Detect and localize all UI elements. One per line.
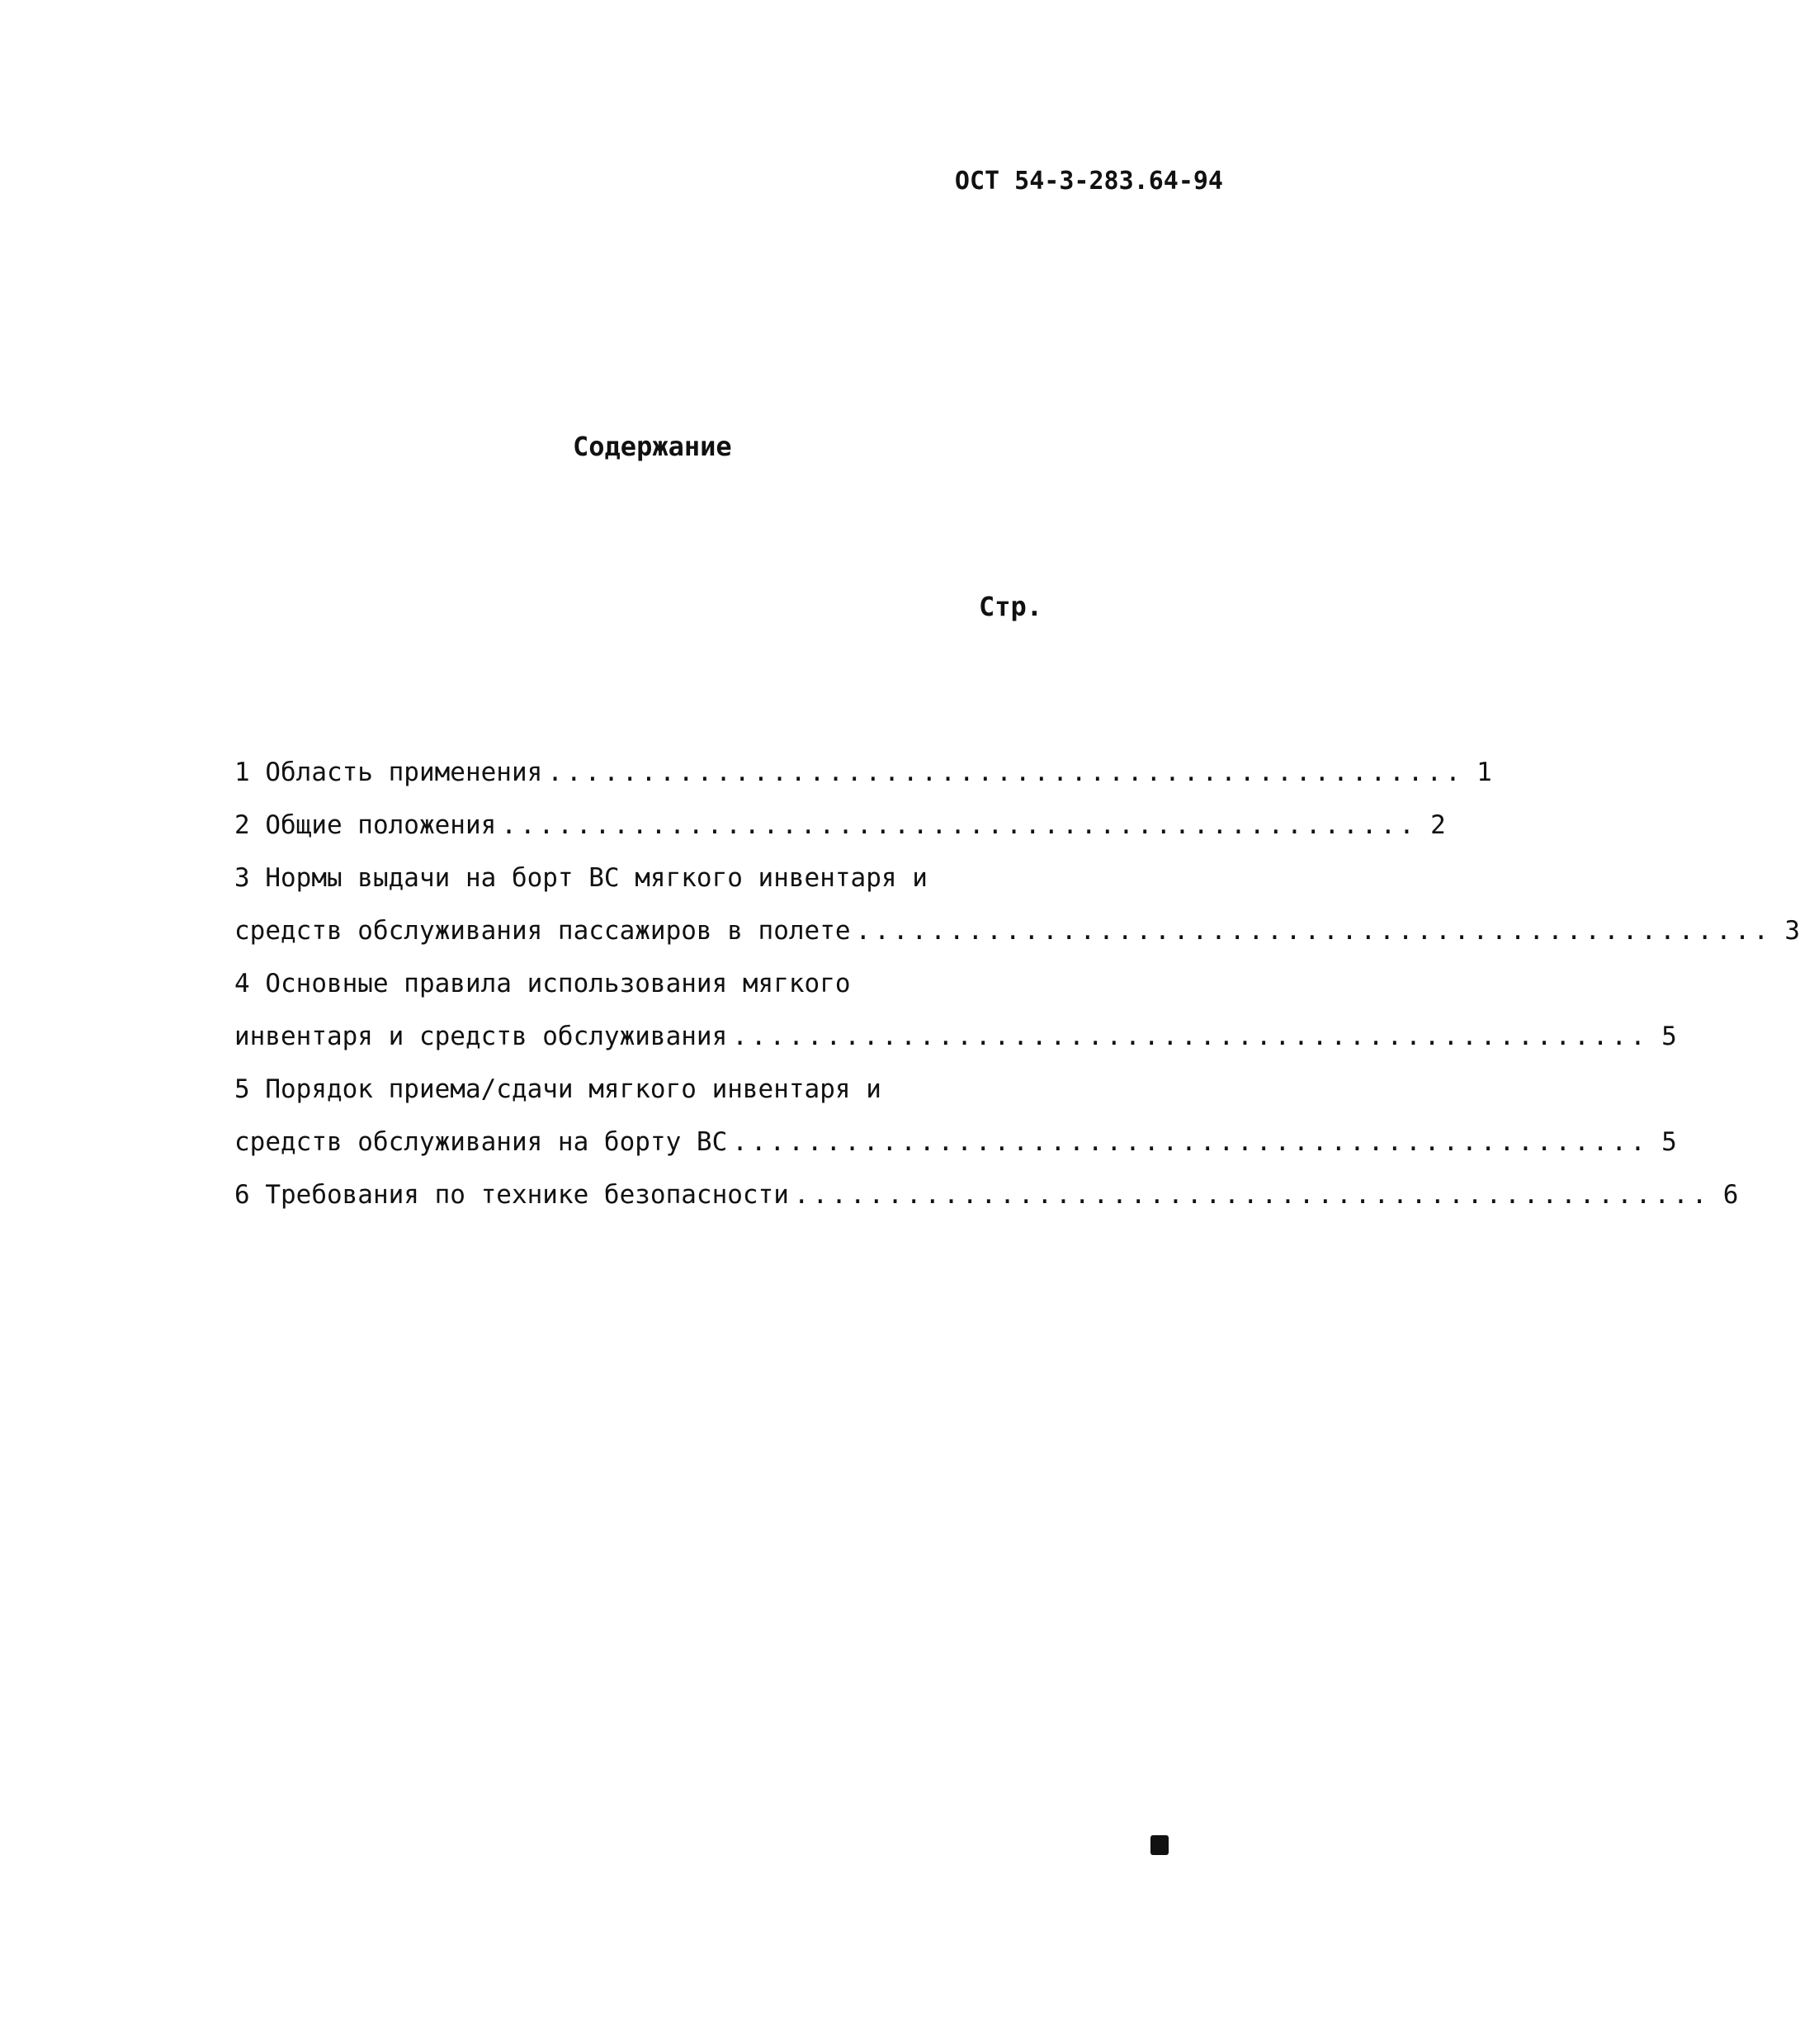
toc-entry-text: 5 Порядок приема/сдачи мягкого инвентаря и: [234, 1074, 881, 1104]
dot-leader: .................................................: [732, 1022, 1649, 1051]
toc-entry-text: 1 Область применения: [234, 758, 543, 787]
dot-leader: .................................................: [793, 1180, 1711, 1210]
dot-leader: .................................................: [732, 1127, 1649, 1157]
toc-line: [234, 746, 1492, 799]
dot-leader: .................................................: [501, 810, 1418, 840]
toc-line: [234, 799, 1446, 852]
toc-line: [234, 1010, 1677, 1063]
toc-line: [234, 1063, 1027, 1116]
page-column-header: Стр.: [979, 591, 1043, 622]
toc-entry-text: 3 Нормы выдачи на борт ВС мягкого инвентаря и: [234, 863, 928, 893]
toc-page-number: 5: [1661, 1022, 1677, 1051]
toc-page-number: 5: [1661, 1127, 1677, 1157]
toc-page-number: 6: [1722, 1180, 1739, 1210]
toc-entry-text: 6 Требования по технике безопасности: [234, 1180, 789, 1210]
toc-line: [234, 1116, 1677, 1168]
toc-page-number: 2: [1430, 810, 1446, 840]
toc-line: [234, 957, 1027, 1010]
toc-line: [234, 904, 1800, 957]
toc-page-number: 3: [1784, 916, 1800, 946]
toc-page-number: 1: [1476, 758, 1492, 787]
dot-leader: .................................................: [855, 916, 1773, 946]
toc-entry-text: средств обслуживания пассажиров в полете: [234, 916, 851, 946]
toc-entry-text: инвентаря и средств обслуживания: [234, 1022, 728, 1051]
toc-line: [234, 852, 1027, 904]
toc-line: [234, 1168, 1739, 1221]
toc-list: [234, 746, 1800, 1221]
dot-leader: .................................................: [547, 758, 1464, 787]
document-code: ОСТ 54-3-283.64-94: [954, 167, 1223, 196]
toc-title: Содержание: [573, 431, 732, 462]
toc-entry-text: средств обслуживания на борту ВС: [234, 1127, 728, 1157]
toc-entry-text: 4 Основные правила использования мягкого: [234, 969, 851, 998]
page-corner-mark: [1150, 1835, 1169, 1855]
toc-entry-text: 2 Общие положения: [234, 810, 497, 840]
